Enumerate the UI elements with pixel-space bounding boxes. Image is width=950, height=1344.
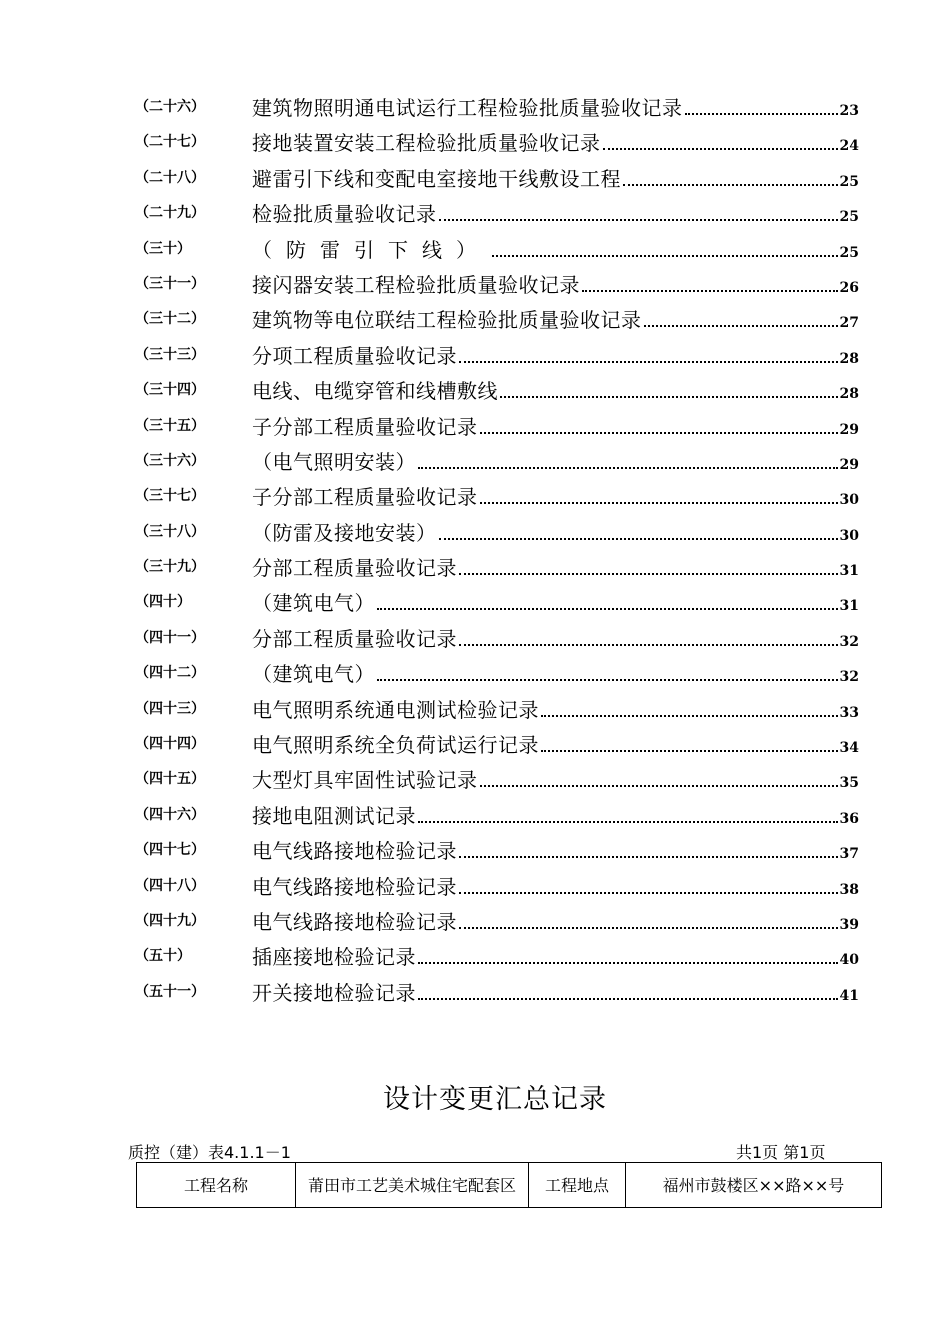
toc-entry-number: （三十一）: [135, 275, 205, 292]
toc-entry-number: （四十九）: [135, 912, 205, 929]
toc-entry: [0, 867, 950, 902]
toc-entry-title: 电气线路接地检验记录: [252, 909, 457, 934]
toc-entry-line: [252, 446, 859, 475]
toc-entry: [0, 477, 950, 512]
toc-entry-line: [252, 906, 859, 935]
toc-entry-title: 接闪器安装工程检验批质量验收记录: [252, 272, 580, 297]
toc-entry-title: 分部工程质量验收记录: [252, 556, 457, 581]
toc-entry: [0, 88, 950, 123]
toc-dot-leader: [459, 573, 838, 575]
project-info-table: [136, 1162, 882, 1208]
toc-entry-title: 检验批质量验收记录: [252, 202, 437, 227]
toc-entry-number: （二十八）: [135, 169, 205, 186]
toc-entry-page: 31: [839, 598, 859, 615]
toc-entry-page: 39: [839, 916, 859, 933]
toc-dot-leader: [439, 219, 838, 221]
toc-entry-title: 电气线路接地检验记录: [252, 839, 457, 864]
toc-entry-number: （四十）: [135, 594, 191, 611]
toc-entry-number: （三十四）: [135, 382, 205, 399]
toc-entry-page: 30: [839, 492, 859, 509]
toc-entry: [0, 902, 950, 937]
toc-entry-page: 28: [839, 350, 859, 367]
toc-dot-leader: [439, 538, 838, 540]
toc-entry-line: [252, 127, 859, 156]
toc-entry-number: （四十六）: [135, 806, 205, 823]
toc-entry-number: （五十）: [135, 948, 191, 965]
toc-entry-line: [252, 729, 859, 758]
toc-entry-title: 大型灯具牢固性试验记录: [252, 768, 478, 793]
toc-entry-title: 电线、电缆穿管和线槽敷线: [252, 379, 498, 404]
toc-entry: [0, 619, 950, 654]
toc-entry-page: 27: [839, 315, 859, 332]
toc-entry-line: [252, 269, 859, 298]
toc-entry-page: 38: [839, 881, 859, 898]
toc-dot-leader: [459, 892, 838, 894]
toc-entry-number: （三十六）: [135, 452, 205, 469]
toc-entry: [0, 336, 950, 371]
toc-entry-title: 电气照明系统通电测试检验记录: [252, 697, 539, 722]
toc-entry-title: 接地装置安装工程检验批质量验收记录: [252, 131, 601, 156]
toc-entry-number: （四十一）: [135, 629, 205, 646]
toc-entry: [0, 442, 950, 477]
toc-entry-line: [252, 340, 859, 369]
toc-dot-leader: [582, 290, 838, 292]
toc-entry: [0, 230, 950, 265]
toc-entry-line: [252, 835, 859, 864]
toc-entry-line: [252, 234, 859, 263]
toc-entry-number: （三十五）: [135, 417, 205, 434]
toc-entry-line: [252, 764, 859, 793]
toc-entry-number: （二十六）: [135, 99, 205, 115]
toc-dot-leader: [603, 148, 838, 150]
toc-entry-line: [252, 552, 859, 581]
toc-entry-page: 25: [839, 209, 859, 226]
toc-entry: [0, 690, 950, 725]
toc-entry-line: [252, 977, 859, 1006]
project-name-value: 莆田市工艺美术城住宅配套区: [296, 1163, 529, 1208]
location-label: 工程地点: [529, 1163, 626, 1208]
toc-entry: [0, 548, 950, 583]
toc-entry: [0, 973, 950, 1008]
toc-entry-line: [252, 941, 859, 970]
toc-entry-line: [252, 198, 859, 227]
toc-entry-title: （电气照明安装）: [252, 449, 416, 474]
toc-entry-number: （四十二）: [135, 665, 205, 682]
toc-entry: [0, 513, 950, 548]
toc-entry-number: （四十八）: [135, 877, 205, 894]
toc-entry-line: [252, 375, 859, 404]
toc-entry-title: 建筑物等电位联结工程检验批质量验收记录: [252, 308, 642, 333]
toc-entry-line: [252, 871, 859, 900]
toc-entry-title: （防雷及接地安装）: [252, 520, 437, 545]
toc-entry-page: 32: [839, 633, 859, 650]
toc-dot-leader: [541, 750, 838, 752]
toc-dot-leader: [480, 785, 838, 787]
toc-entry-page: 25: [839, 244, 859, 261]
toc-entry: [0, 725, 950, 760]
toc-entry-number: （四十三）: [135, 700, 205, 717]
toc-dot-leader: [685, 113, 838, 115]
toc-entry-number: （三十八）: [135, 523, 205, 540]
page-info: 共1页 第1页: [736, 1143, 826, 1162]
toc-entry-number: （五十一）: [135, 983, 205, 1000]
toc-entry-title: （建筑电气）: [252, 591, 375, 616]
toc-dot-leader: [377, 608, 838, 610]
toc-entry-line: [252, 658, 859, 687]
toc-entry-page: 28: [839, 386, 859, 403]
toc-entry-title: 插座接地检验记录: [252, 945, 416, 970]
toc-dot-leader: [623, 184, 838, 186]
toc-dot-leader: [480, 502, 838, 504]
toc-dot-leader: [459, 361, 838, 363]
project-name-label: 工程名称: [137, 1163, 296, 1208]
toc-entry-number: （三十）: [135, 240, 191, 257]
toc-entry: [0, 265, 950, 300]
toc-entry-page: 23: [839, 103, 859, 119]
toc-entry: [0, 796, 950, 831]
toc-entry-number: （三十三）: [135, 346, 205, 363]
toc-entry-title: 开关接地检验记录: [252, 980, 416, 1005]
toc-entry-page: 29: [839, 421, 859, 438]
toc-entry-title: （防雷引下线）: [252, 237, 490, 262]
toc-entry-title: 分部工程质量验收记录: [252, 626, 457, 651]
toc-entry: [0, 159, 950, 194]
toc-entry-line: [252, 623, 859, 652]
table-of-contents: [0, 88, 950, 1008]
toc-entry-title: 分项工程质量验收记录: [252, 343, 457, 368]
toc-entry-line: [252, 587, 859, 616]
toc-entry-title: 电气线路接地检验记录: [252, 874, 457, 899]
toc-entry-line: [252, 163, 859, 192]
toc-entry-number: （三十二）: [135, 311, 205, 328]
toc-entry-page: 31: [839, 563, 859, 580]
toc-entry-title: 子分部工程质量验收记录: [252, 485, 478, 510]
toc-entry-page: 32: [839, 669, 859, 686]
toc-entry: [0, 831, 950, 866]
toc-entry: [0, 937, 950, 972]
table-row: [137, 1163, 882, 1208]
toc-entry-line: [252, 517, 859, 546]
toc-dot-leader: [492, 255, 838, 257]
toc-dot-leader: [418, 962, 838, 964]
section-title: 设计变更汇总记录: [383, 1084, 607, 1115]
toc-entry-title: （建筑电气）: [252, 662, 375, 687]
toc-entry-title: 建筑物照明通电试运行工程检验批质量验收记录: [252, 96, 683, 120]
toc-entry-line: [252, 304, 859, 333]
form-code: 质控（建）表4.1.1－1: [128, 1143, 291, 1162]
toc-entry-number: （三十九）: [135, 559, 205, 576]
toc-entry-number: （三十七）: [135, 488, 205, 505]
toc-entry-page: 34: [839, 740, 859, 757]
toc-entry-line: [252, 411, 859, 440]
toc-entry-page: 37: [839, 846, 859, 863]
toc-dot-leader: [418, 821, 838, 823]
location-value: 福州市鼓楼区××路××号: [626, 1163, 882, 1208]
toc-entry-title: 子分部工程质量验收记录: [252, 414, 478, 439]
toc-entry-page: 33: [839, 704, 859, 721]
toc-entry: [0, 371, 950, 406]
toc-entry-number: （四十七）: [135, 842, 205, 859]
toc-entry-page: 40: [839, 952, 859, 969]
toc-entry-line: [252, 800, 859, 829]
toc-entry: [0, 300, 950, 335]
toc-entry-page: 24: [839, 138, 859, 155]
toc-entry: [0, 194, 950, 229]
toc-entry-line: [252, 92, 859, 121]
toc-entry-title: 接地电阻测试记录: [252, 803, 416, 828]
toc-entry-page: 30: [839, 527, 859, 544]
toc-dot-leader: [541, 715, 838, 717]
toc-entry: [0, 760, 950, 795]
toc-entry: [0, 654, 950, 689]
toc-dot-leader: [377, 679, 838, 681]
toc-entry-page: 25: [839, 173, 859, 190]
toc-entry-title: 电气照明系统全负荷试运行记录: [252, 733, 539, 758]
toc-entry-line: [252, 481, 859, 510]
toc-entry: [0, 583, 950, 618]
toc-dot-leader: [459, 856, 838, 858]
toc-dot-leader: [480, 432, 838, 434]
toc-entry-page: 41: [839, 987, 859, 1004]
toc-entry: [0, 407, 950, 442]
toc-dot-leader: [418, 467, 838, 469]
toc-entry-page: 36: [839, 810, 859, 827]
toc-entry-number: （二十九）: [135, 205, 205, 222]
toc-dot-leader: [418, 998, 838, 1000]
toc-entry-page: 35: [839, 775, 859, 792]
toc-dot-leader: [459, 644, 838, 646]
toc-entry-number: （四十五）: [135, 771, 205, 788]
toc-entry-page: 29: [839, 456, 859, 473]
toc-dot-leader: [459, 927, 838, 929]
toc-entry-title: 避雷引下线和变配电室接地干线敷设工程: [252, 166, 621, 191]
toc-dot-leader: [644, 325, 838, 327]
toc-entry: [0, 123, 950, 158]
toc-entry-number: （二十七）: [135, 134, 205, 151]
toc-entry-line: [252, 694, 859, 723]
toc-dot-leader: [500, 396, 838, 398]
toc-entry-page: 26: [839, 279, 859, 296]
toc-entry-number: （四十四）: [135, 736, 205, 753]
